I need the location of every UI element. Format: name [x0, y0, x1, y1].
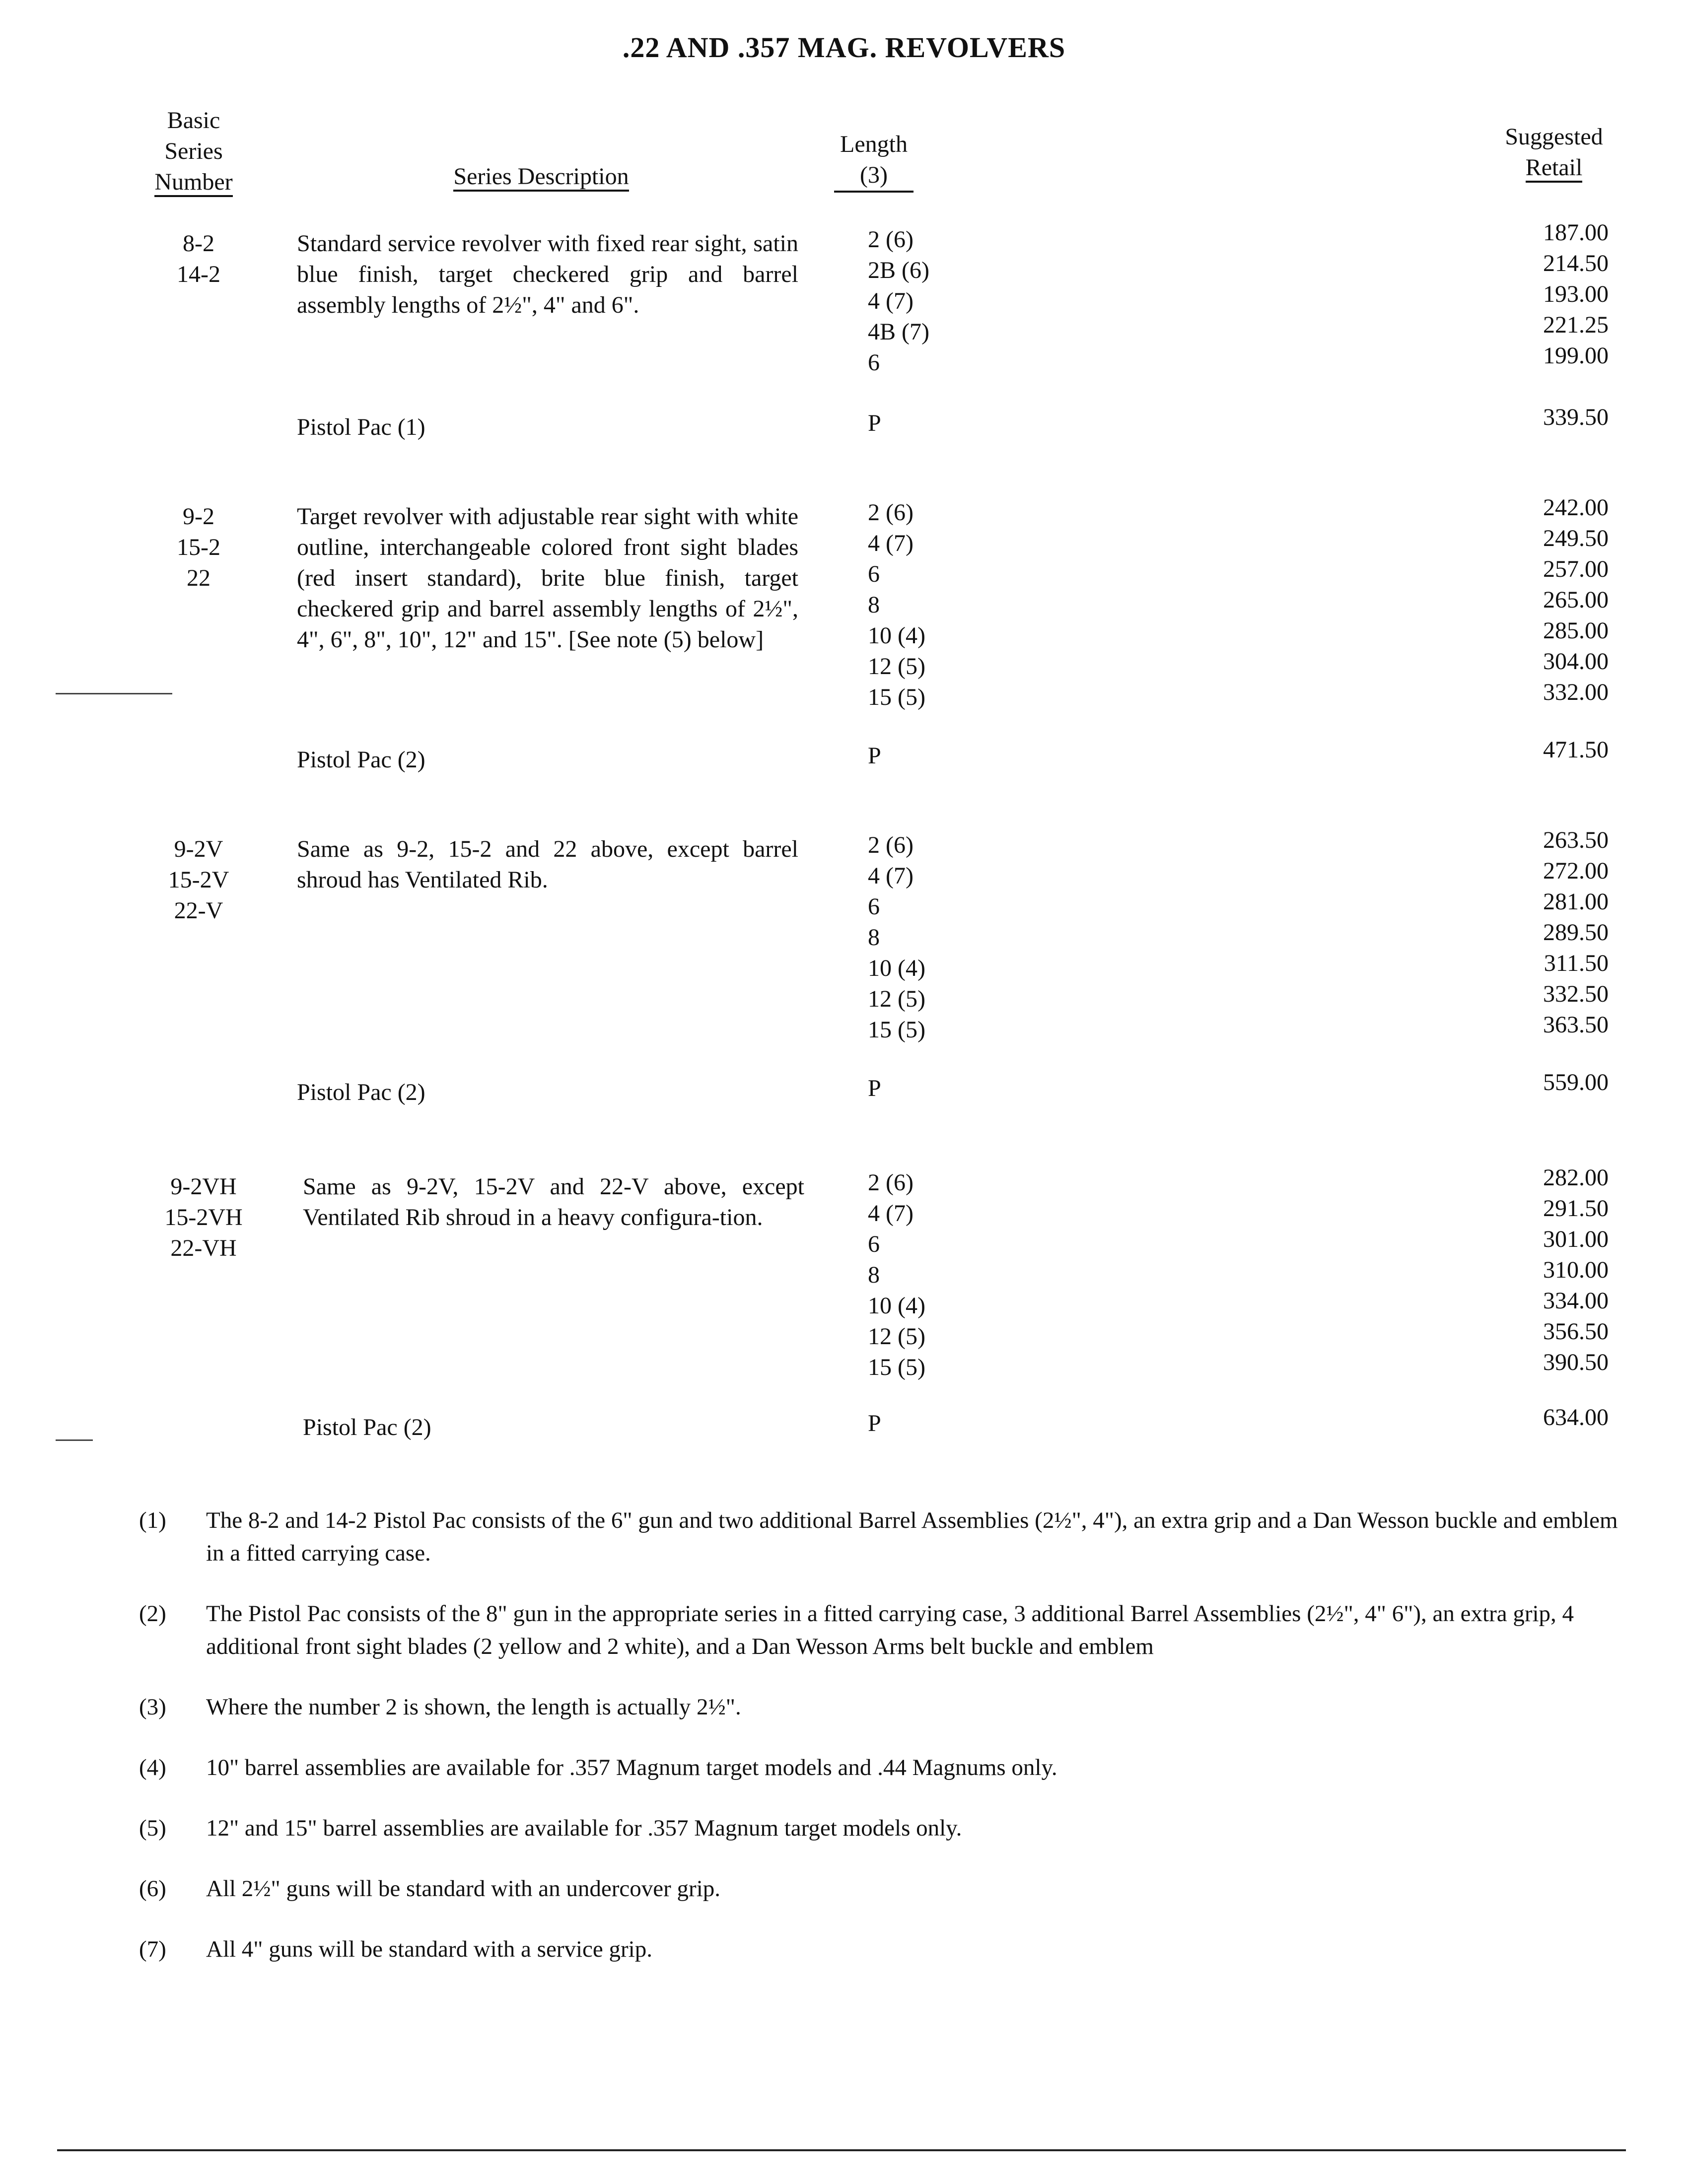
series-number: 15-2VH — [164, 1204, 243, 1230]
price-value: 310.00 — [1543, 1257, 1609, 1283]
footnote-text: 10" barrel assemblies are available for .357 Magnum target models and .44 Magnums only. — [206, 1755, 1057, 1780]
footnote-text: 12" and 15" barrel assemblies are available for .357 Magnum target models only. — [206, 1815, 962, 1841]
price-value: 199.00 — [1543, 342, 1609, 369]
footnote — [139, 1933, 1628, 1966]
footnotes — [139, 1504, 1628, 1993]
pistol-pac-label: Pistol Pac (2) — [297, 747, 425, 773]
series-number: 22-V — [174, 897, 223, 924]
length-value: 12 (5) — [868, 653, 925, 680]
price-list — [1489, 825, 1609, 1040]
series-description: Target revolver with adjustable rear sight with white outline, interchangeable colored front sight blades (red insert standard), brite blue finish, target checkered grip and barrel assembly lengths of 2½", 4", 6", 8", 10", 12" and 15". [See note (5) below] — [297, 503, 798, 653]
price-value: 363.50 — [1543, 1012, 1609, 1038]
price-value: 263.50 — [1543, 827, 1609, 853]
series-number: 22-VH — [170, 1235, 237, 1261]
price-value: 214.50 — [1543, 250, 1609, 276]
series-number: 8-2 — [183, 230, 214, 257]
price-value: 242.00 — [1543, 494, 1609, 521]
price-value: 289.50 — [1543, 919, 1609, 946]
price-list — [1489, 217, 1609, 371]
footnote — [139, 1691, 1628, 1723]
series-numbers — [149, 228, 248, 290]
price-value: 356.50 — [1543, 1318, 1609, 1345]
price-value: 390.50 — [1543, 1349, 1609, 1375]
header-suggested-retail — [1470, 122, 1638, 183]
price-value: 282.00 — [1543, 1164, 1609, 1191]
price-value: 221.25 — [1543, 312, 1609, 338]
footnote-number: (4) — [139, 1755, 166, 1780]
header-line: Basic — [167, 107, 220, 134]
length-value: 4 (7) — [868, 863, 914, 889]
length-value: 2 (6) — [868, 1169, 914, 1196]
price-value: 285.00 — [1543, 617, 1609, 644]
page-title: .22 AND .357 MAG. REVOLVERS — [622, 31, 1066, 64]
length-value: 6 — [868, 561, 880, 587]
series-number: 9-2V — [174, 836, 223, 862]
footnote-number: (6) — [139, 1876, 166, 1902]
length-value: 8 — [868, 1262, 880, 1288]
length-list — [868, 1167, 1017, 1383]
price-value: 334.00 — [1543, 1288, 1609, 1314]
pistol-pac-label: Pistol Pac (1) — [297, 414, 425, 440]
length-value: 8 — [868, 924, 880, 951]
footnote — [139, 1872, 1628, 1905]
price-value: 281.00 — [1543, 888, 1609, 915]
series-numbers — [154, 1171, 253, 1264]
footnote-number: (1) — [139, 1507, 166, 1533]
price-value: 332.00 — [1543, 679, 1609, 705]
footnote — [139, 1504, 1628, 1570]
price-value: 265.00 — [1543, 587, 1609, 613]
length-list — [868, 830, 1017, 1045]
footnote-number: (3) — [139, 1694, 166, 1720]
stray-margin-mark — [56, 693, 172, 694]
price-value: 304.00 — [1543, 648, 1609, 675]
header-line: Series — [164, 138, 223, 164]
price-value: 257.00 — [1543, 556, 1609, 582]
footnote-text: Where the number 2 is shown, the length is actually 2½". — [206, 1694, 741, 1720]
length-value: 10 (4) — [868, 955, 925, 981]
footnote-text: The 8-2 and 14-2 Pistol Pac consists of the 6" gun and two additional Barrel Assemblies (2½", 4"), an extra grip and a Dan Wesson buckle and emblem in a fitted carrying case. — [206, 1507, 1618, 1566]
pistol-pac-length: P — [868, 1075, 881, 1101]
series-number: 22 — [187, 565, 211, 591]
series-numbers — [149, 834, 248, 926]
series-numbers — [149, 501, 248, 594]
length-value: 10 (4) — [868, 622, 925, 649]
price-value: 291.50 — [1543, 1195, 1609, 1222]
length-value: 4 (7) — [868, 530, 914, 556]
price-list — [1489, 492, 1609, 708]
length-value: 8 — [868, 592, 880, 618]
length-value: 10 (4) — [868, 1293, 925, 1319]
footnote-text: The Pistol Pac consists of the 8" gun in the appropriate series in a fitted carrying case, 3 additional Barrel Assemblies (2½", 4" 6"), an extra grip, 4 additional front sight blades (2 yellow and 2 white), and a Dan Wesson Arms belt buckle and emblem — [206, 1601, 1574, 1659]
pistol-pac-price: 559.00 — [1543, 1069, 1609, 1095]
length-value: 2B (6) — [868, 257, 929, 283]
stray-margin-mark — [56, 1439, 93, 1441]
header-line: Number — [154, 169, 232, 197]
series-number: 14-2 — [177, 261, 220, 287]
length-value: 6 — [868, 893, 880, 920]
footnote-number: (7) — [139, 1936, 166, 1962]
header-line: Retail — [1526, 154, 1583, 183]
price-list — [1489, 1162, 1609, 1378]
length-value: 2 (6) — [868, 499, 914, 526]
pistol-pac-label: Pistol Pac (2) — [297, 1079, 425, 1105]
header-line: (3) — [834, 160, 914, 193]
length-value: 12 (5) — [868, 1323, 925, 1350]
series-number: 15-2 — [177, 534, 220, 560]
length-list — [868, 497, 1017, 713]
series-description: Same as 9-2V, 15-2V and 22-V above, except Ventilated Rib shroud in a heavy configura-tion. — [303, 1173, 804, 1230]
footnote-number: (2) — [139, 1601, 166, 1627]
header-series-description: Series Description — [427, 161, 655, 192]
price-value: 249.50 — [1543, 525, 1609, 551]
pistol-pac-price: 634.00 — [1543, 1404, 1609, 1431]
price-value: 187.00 — [1543, 219, 1609, 246]
length-value: 4B (7) — [868, 319, 929, 345]
series-description: Standard service revolver with fixed rear sight, satin blue finish, target checkered grip and barrel assembly lengths of 2½", 4" and 6". — [297, 230, 798, 318]
series-number: 9-2VH — [170, 1173, 237, 1200]
length-value: 4 (7) — [868, 288, 914, 314]
length-value: 2 (6) — [868, 226, 914, 253]
price-value: 193.00 — [1543, 281, 1609, 307]
price-value: 272.00 — [1543, 858, 1609, 884]
header-line: Length — [840, 131, 908, 157]
pistol-pac-length: P — [868, 743, 881, 769]
footnote — [139, 1812, 1628, 1844]
series-number: 15-2V — [168, 867, 229, 893]
footnote — [139, 1751, 1628, 1784]
length-list — [868, 224, 1017, 378]
footnote-number: (5) — [139, 1815, 166, 1841]
pistol-pac-length: P — [868, 410, 881, 436]
header-basic-series-number — [144, 105, 243, 198]
length-value: 15 (5) — [868, 1017, 925, 1043]
bottom-rule — [57, 2149, 1626, 2151]
length-value: 2 (6) — [868, 832, 914, 858]
price-value: 311.50 — [1544, 950, 1609, 976]
footnote-text: All 2½" guns will be standard with an undercover grip. — [206, 1876, 720, 1902]
pistol-pac-length: P — [868, 1410, 881, 1436]
pistol-pac-price: 339.50 — [1543, 404, 1609, 430]
header-length — [814, 129, 933, 193]
price-value: 301.00 — [1543, 1226, 1609, 1252]
length-value: 4 (7) — [868, 1200, 914, 1227]
length-value: 15 (5) — [868, 1354, 925, 1380]
length-value: 15 (5) — [868, 684, 925, 710]
footnote-text: All 4" guns will be standard with a service grip. — [206, 1936, 652, 1962]
price-value: 332.50 — [1543, 981, 1609, 1007]
length-value: 12 (5) — [868, 986, 925, 1012]
series-description: Same as 9-2, 15-2 and 22 above, except barrel shroud has Ventilated Rib. — [297, 836, 798, 893]
length-value: 6 — [868, 349, 880, 376]
footnote — [139, 1597, 1628, 1663]
series-number: 9-2 — [183, 503, 214, 530]
pistol-pac-label: Pistol Pac (2) — [303, 1414, 431, 1440]
length-value: 6 — [868, 1231, 880, 1257]
pistol-pac-price: 471.50 — [1543, 737, 1609, 763]
header-line: Suggested — [1505, 124, 1603, 150]
